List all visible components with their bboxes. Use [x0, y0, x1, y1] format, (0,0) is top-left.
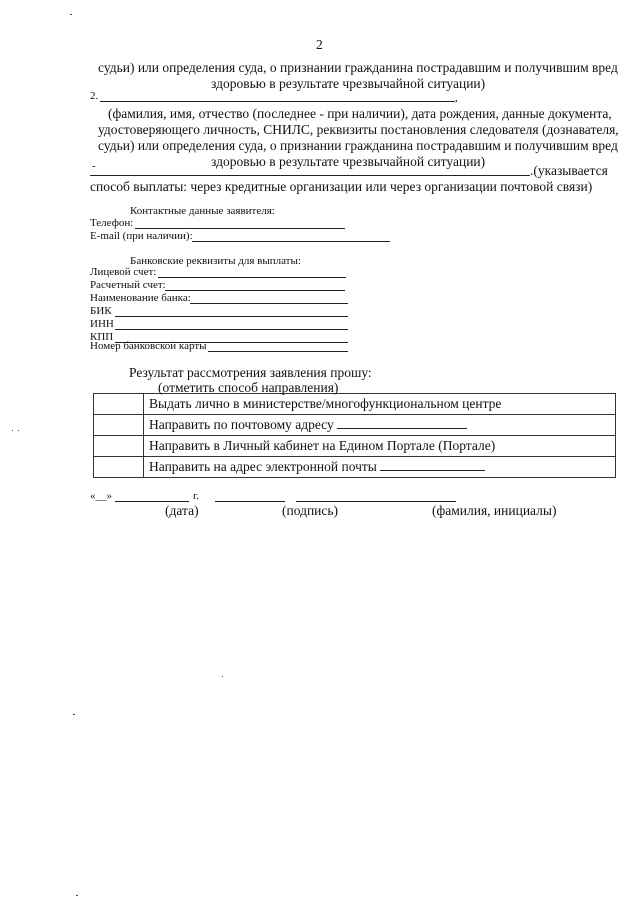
- top-block-line1: судьи) или определения суда, о признании гражданина пострадавшим и получившим вред: [98, 60, 618, 75]
- bank-field-line[interactable]: [165, 290, 345, 291]
- name-field[interactable]: [296, 501, 456, 502]
- scan-speck: [73, 714, 75, 715]
- scan-speck: [76, 895, 78, 896]
- item2-desc-line4: здоровью в результате чрезвычайной ситуации): [211, 154, 486, 169]
- bank-field-label: Расчетный счет:: [90, 279, 166, 291]
- email-label: E-mail (при наличии):: [90, 230, 193, 242]
- date-prefix: «__»: [90, 490, 112, 502]
- year-suffix: г.: [193, 490, 200, 502]
- scan-speck: [70, 14, 72, 15]
- phone-field[interactable]: [135, 228, 345, 229]
- payment-dash: -: [92, 160, 96, 172]
- delivery-options-table: [93, 393, 616, 478]
- item2-comma: ,: [455, 92, 458, 104]
- option-label-text: Направить на адрес электронной почты: [149, 459, 377, 474]
- signature-caption: (подпись): [282, 503, 339, 518]
- bank-field-line[interactable]: [158, 277, 346, 278]
- option-checkbox[interactable]: [94, 415, 144, 436]
- item2-desc-line1: (фамилия, имя, отчество (последнее - при наличии), дата рождения, данные документа,: [108, 106, 612, 121]
- item2-number: 2.: [90, 90, 99, 102]
- date-field[interactable]: [115, 501, 189, 502]
- option-checkbox[interactable]: [94, 394, 144, 415]
- option-label: Выдать лично в министерстве/многофункциональном центре: [144, 394, 616, 415]
- item2-desc-line2: удостоверяющего личность, СНИЛС, реквизиты постановления следователя (дознавателя,: [98, 122, 619, 137]
- delivery-option-row: [94, 457, 616, 478]
- signature-field[interactable]: [215, 501, 285, 502]
- result-subheading: (отметить способ направления): [158, 380, 339, 395]
- option-label: [144, 457, 616, 478]
- email-address-field[interactable]: [380, 459, 485, 471]
- bank-field-label: Лицевой счет:: [90, 266, 157, 278]
- result-heading: Результат рассмотрения заявления прошу:: [129, 365, 372, 380]
- bank-field-label: ИНН: [90, 318, 114, 330]
- delivery-option-row: [94, 436, 616, 457]
- option-label: Направить в Личный кабинет на Едином Портале (Портале): [144, 436, 616, 457]
- delivery-option-row: [94, 394, 616, 415]
- payment-line2: способ выплаты: через кредитные организации или через организации почтовой связи): [90, 179, 593, 194]
- top-block-line2: здоровью в результате чрезвычайной ситуации): [211, 76, 486, 91]
- scan-speck: [222, 676, 223, 677]
- bank-field-line[interactable]: [190, 303, 348, 304]
- phone-label: Телефон:: [90, 217, 134, 229]
- bank-field-label: Наименование банка:: [90, 292, 191, 304]
- option-checkbox[interactable]: [94, 436, 144, 457]
- option-checkbox[interactable]: [94, 457, 144, 478]
- bank-field-label: Номер банковской карты: [90, 340, 207, 352]
- item2-fill-line: [100, 101, 455, 102]
- email-field[interactable]: [192, 241, 390, 242]
- bank-heading: Банковские реквизиты для выплаты:: [130, 255, 301, 267]
- delivery-option-row: [94, 415, 616, 436]
- page-number: 2: [316, 37, 323, 52]
- bank-field-line[interactable]: [115, 329, 348, 330]
- name-caption: (фамилия, инициалы): [432, 503, 557, 518]
- option-label: [144, 415, 616, 436]
- scan-speck: [12, 430, 13, 431]
- date-caption: (дата): [165, 503, 199, 518]
- postal-address-field[interactable]: [337, 417, 467, 429]
- bank-field-label: КПП: [90, 331, 114, 343]
- item2-desc-line3: судьи) или определения суда, о признании гражданина пострадавшим и получившим вред: [98, 138, 618, 153]
- option-label-text: Направить по почтовому адресу: [149, 417, 334, 432]
- payment-line1-tail: .(указывается: [530, 163, 608, 178]
- bank-field-label: БИК: [90, 305, 112, 317]
- scan-speck: [18, 430, 19, 431]
- payment-fill-line: [90, 175, 530, 176]
- bank-field-line[interactable]: [208, 351, 348, 352]
- contacts-heading: Контактные данные заявителя:: [130, 205, 275, 217]
- bank-field-line[interactable]: [115, 316, 348, 317]
